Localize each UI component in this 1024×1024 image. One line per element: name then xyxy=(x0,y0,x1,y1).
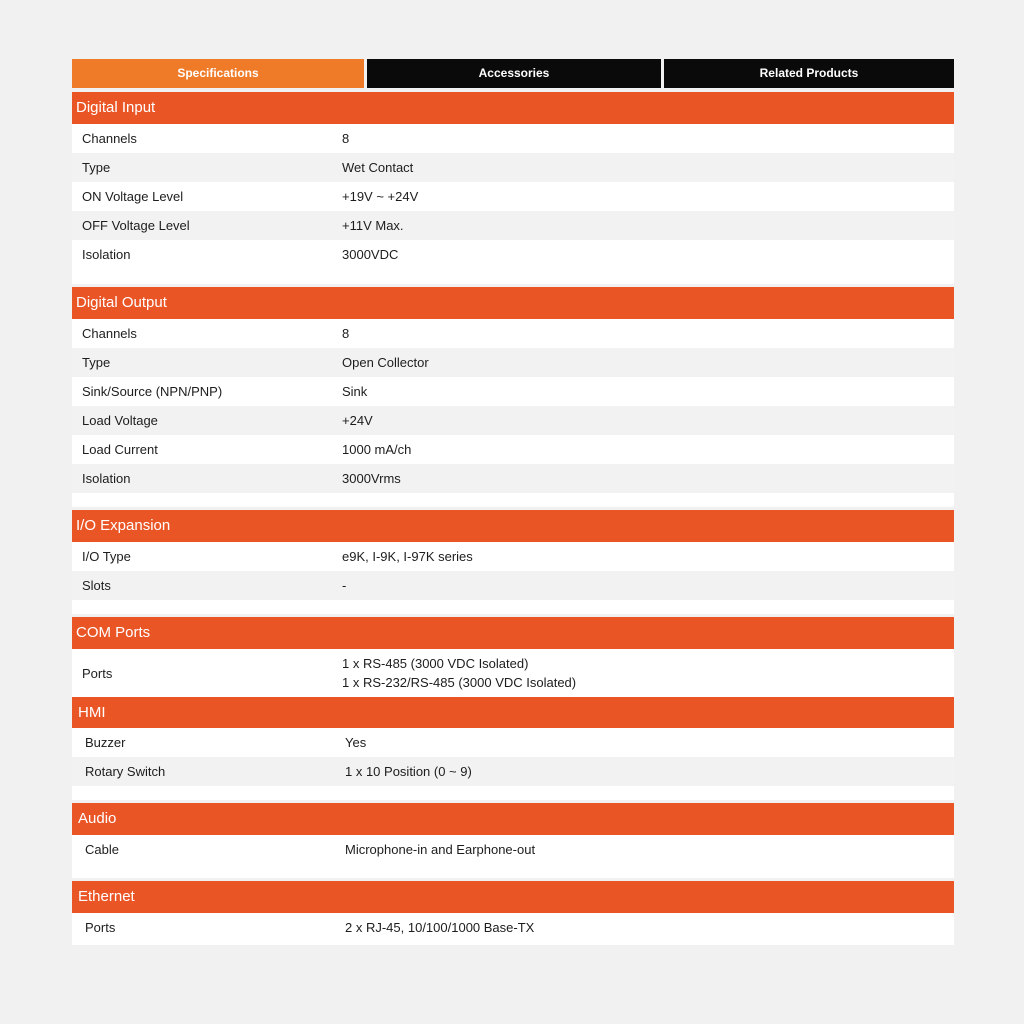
row-value: +11V Max. xyxy=(342,218,404,233)
row-value: +19V ~ +24V xyxy=(342,189,419,204)
section-title: Audio xyxy=(72,803,954,835)
row-value: 2 x RJ-45, 10/100/1000 Base-TX xyxy=(345,920,535,935)
row-label: Type xyxy=(82,355,111,370)
section-spacer xyxy=(72,864,954,878)
section-com-ports xyxy=(72,617,954,697)
table-row xyxy=(72,124,954,153)
row-value: 3000Vrms xyxy=(342,471,401,486)
row-value xyxy=(342,654,954,692)
table-row xyxy=(72,835,954,864)
row-value: Microphone-in and Earphone-out xyxy=(345,842,536,857)
table-row xyxy=(72,211,954,240)
section-spacer xyxy=(72,786,954,800)
section-audio xyxy=(72,803,954,878)
row-label: Type xyxy=(82,160,111,175)
row-value: 3000VDC xyxy=(342,247,399,262)
section-digital-output xyxy=(72,287,954,507)
row-label: OFF Voltage Level xyxy=(82,218,190,233)
row-value-line-1: 1 x RS-485 (3000 VDC Isolated) xyxy=(342,656,529,671)
row-label: I/O Type xyxy=(82,549,131,564)
section-title: Ethernet xyxy=(72,881,954,913)
row-value: +24V xyxy=(342,413,373,428)
tab-related-products[interactable]: Related Products xyxy=(664,59,954,88)
row-value: e9K, I-9K, I-97K series xyxy=(342,549,473,564)
table-row xyxy=(72,649,954,697)
table-row xyxy=(72,319,954,348)
table-row xyxy=(72,542,954,571)
section-spacer xyxy=(72,600,954,614)
table-row xyxy=(72,464,954,493)
section-title: Digital Input xyxy=(72,92,954,124)
row-label: Slots xyxy=(82,578,111,593)
row-value: Yes xyxy=(345,735,367,750)
section-title: Digital Output xyxy=(72,287,954,319)
section-spacer xyxy=(72,493,954,507)
row-label: Ports xyxy=(85,920,116,935)
row-value: 1 x 10 Position (0 ~ 9) xyxy=(345,764,472,779)
section-spacer xyxy=(72,269,954,284)
section-digital-input xyxy=(72,92,954,284)
row-value: 8 xyxy=(342,131,350,146)
row-value: - xyxy=(342,578,347,593)
table-row xyxy=(72,435,954,464)
row-label: Isolation xyxy=(82,471,131,486)
row-value: Sink xyxy=(342,384,368,399)
spec-panel xyxy=(72,59,954,945)
table-row xyxy=(72,913,954,942)
row-label: ON Voltage Level xyxy=(82,189,184,204)
row-label: Sink/Source (NPN/PNP) xyxy=(82,384,223,399)
row-value-line-2: 1 x RS-232/RS-485 (3000 VDC Isolated) xyxy=(342,675,577,690)
row-value: Wet Contact xyxy=(342,160,414,175)
row-label: Isolation xyxy=(82,247,131,262)
table-row xyxy=(72,728,954,757)
table-row xyxy=(72,377,954,406)
tab-specifications[interactable]: Specifications xyxy=(72,59,364,88)
table-row xyxy=(72,571,954,600)
spec-sections xyxy=(72,92,954,945)
row-value: Open Collector xyxy=(342,355,429,370)
section-title: COM Ports xyxy=(72,617,954,649)
row-value: 1000 mA/ch xyxy=(342,442,412,457)
row-label: Ports xyxy=(82,665,113,681)
tab-bar xyxy=(72,59,954,88)
table-row xyxy=(72,153,954,182)
section-title: HMI xyxy=(72,697,954,728)
row-label: Channels xyxy=(82,131,137,146)
section-ethernet xyxy=(72,881,954,945)
row-label: Rotary Switch xyxy=(85,764,166,779)
section-hmi xyxy=(72,697,954,800)
table-row xyxy=(72,182,954,211)
tab-accessories[interactable]: Accessories xyxy=(367,59,661,88)
row-label: Channels xyxy=(82,326,137,341)
row-label: Load Voltage xyxy=(82,413,158,428)
row-value: 8 xyxy=(342,326,350,341)
table-row xyxy=(72,240,954,269)
section-title: I/O Expansion xyxy=(72,510,954,542)
table-row xyxy=(72,406,954,435)
row-label: Cable xyxy=(85,842,119,857)
table-row xyxy=(72,348,954,377)
row-label: Buzzer xyxy=(85,735,126,750)
row-label: Load Current xyxy=(82,442,158,457)
table-row xyxy=(72,757,954,786)
section-spacer xyxy=(72,942,954,945)
section-io-expansion xyxy=(72,510,954,614)
